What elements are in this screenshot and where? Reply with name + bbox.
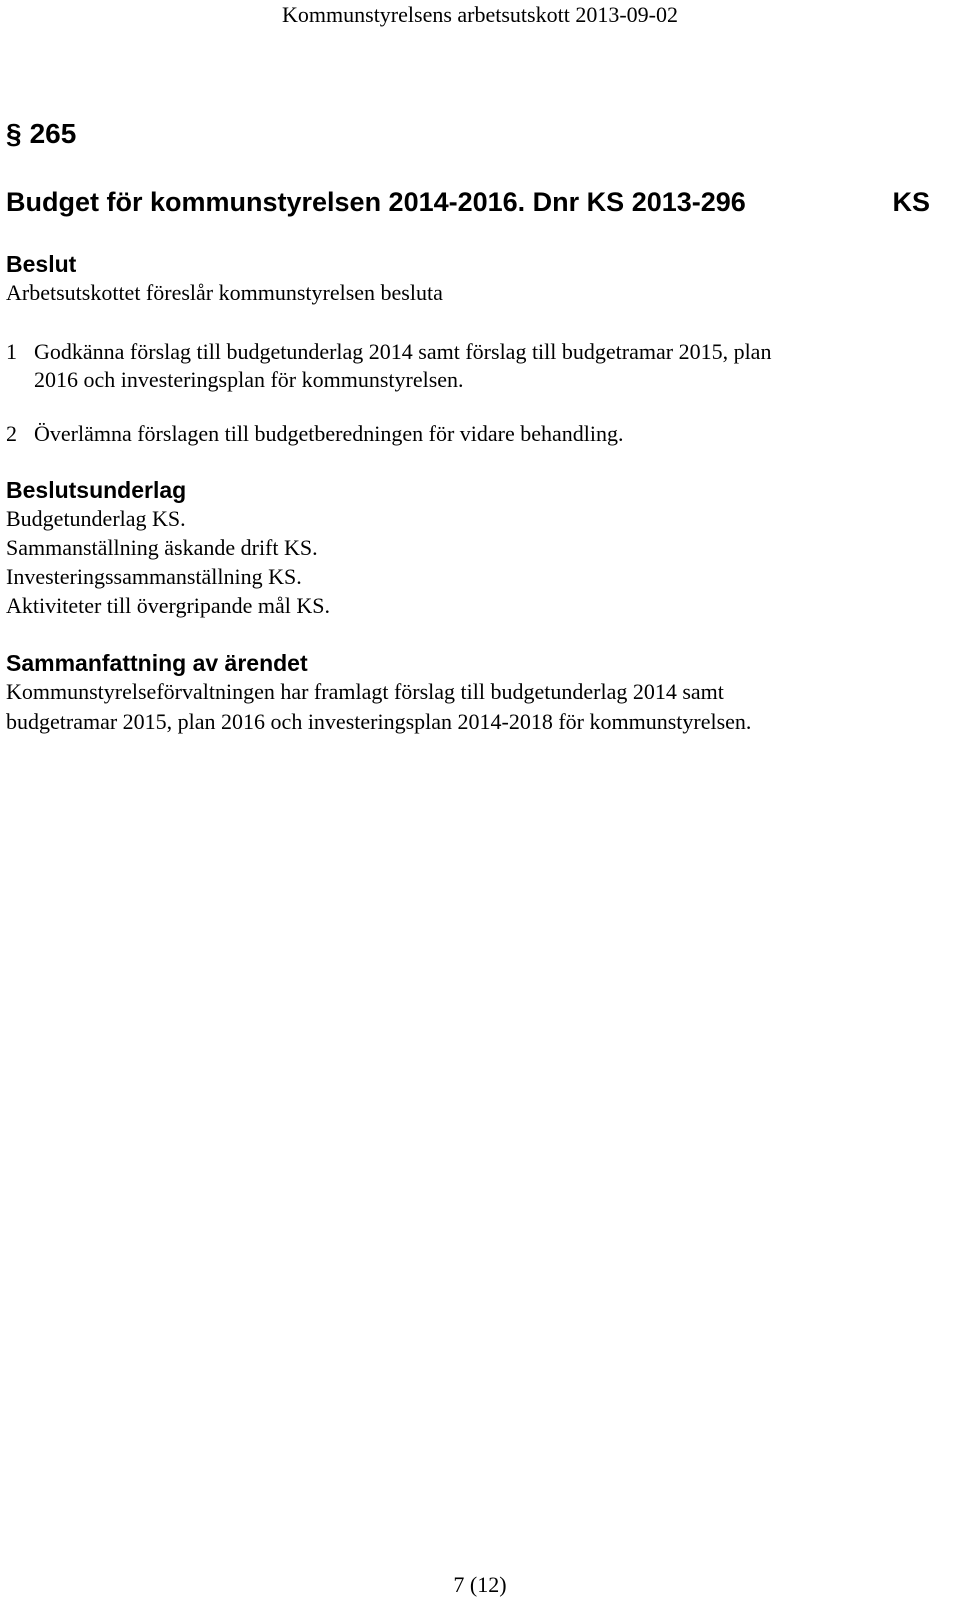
- decision-point-1: [6, 338, 772, 392]
- basis-item: Aktiviteter till övergripande mål KS.: [6, 593, 331, 618]
- paragraph-number-value: 265: [29, 118, 77, 149]
- decision-heading: Beslut: [6, 251, 77, 277]
- decision-intro: Arbetsutskottet föreslår kommunstyrelsen besluta: [6, 280, 443, 305]
- decision-point-text: Överlämna förslagen till budgetberedningen för vidare behandling.: [34, 421, 624, 446]
- decision-point-text-continued: 2016 och investeringsplan för kommunstyrelsen.: [34, 367, 464, 392]
- decision-point-number: 2: [6, 421, 17, 446]
- basis-item: Sammanställning äskande drift KS.: [6, 535, 318, 560]
- paragraph-number: [6, 117, 76, 151]
- basis-item: Investeringssammanställning KS.: [6, 564, 302, 589]
- section-sign: §: [6, 118, 22, 149]
- item-committee: KS: [892, 187, 930, 217]
- item-title: Budget för kommunstyrelsen 2014-2016. Dnr KS 2013-296: [6, 187, 746, 217]
- decision-point-2: [6, 420, 624, 448]
- decision-point-number: 1: [6, 339, 17, 364]
- basis-item: Budgetunderlag KS.: [6, 506, 186, 531]
- summary-heading: Sammanfattning av ärendet: [6, 650, 308, 676]
- decision-point-text: Godkänna förslag till budgetunderlag 2014 samt förslag till budgetramar 2015, plan: [34, 339, 772, 364]
- summary-text-line: budgetramar 2015, plan 2016 och investeringsplan 2014-2018 för kommunstyrelsen.: [6, 709, 752, 734]
- page-header: Kommunstyrelsens arbetsutskott 2013-09-02: [282, 2, 678, 27]
- page-number: 7 (12): [453, 1572, 507, 1597]
- basis-heading: Beslutsunderlag: [6, 477, 187, 503]
- summary-text-line: Kommunstyrelseförvaltningen har framlagt förslag till budgetunderlag 2014 samt: [6, 679, 724, 704]
